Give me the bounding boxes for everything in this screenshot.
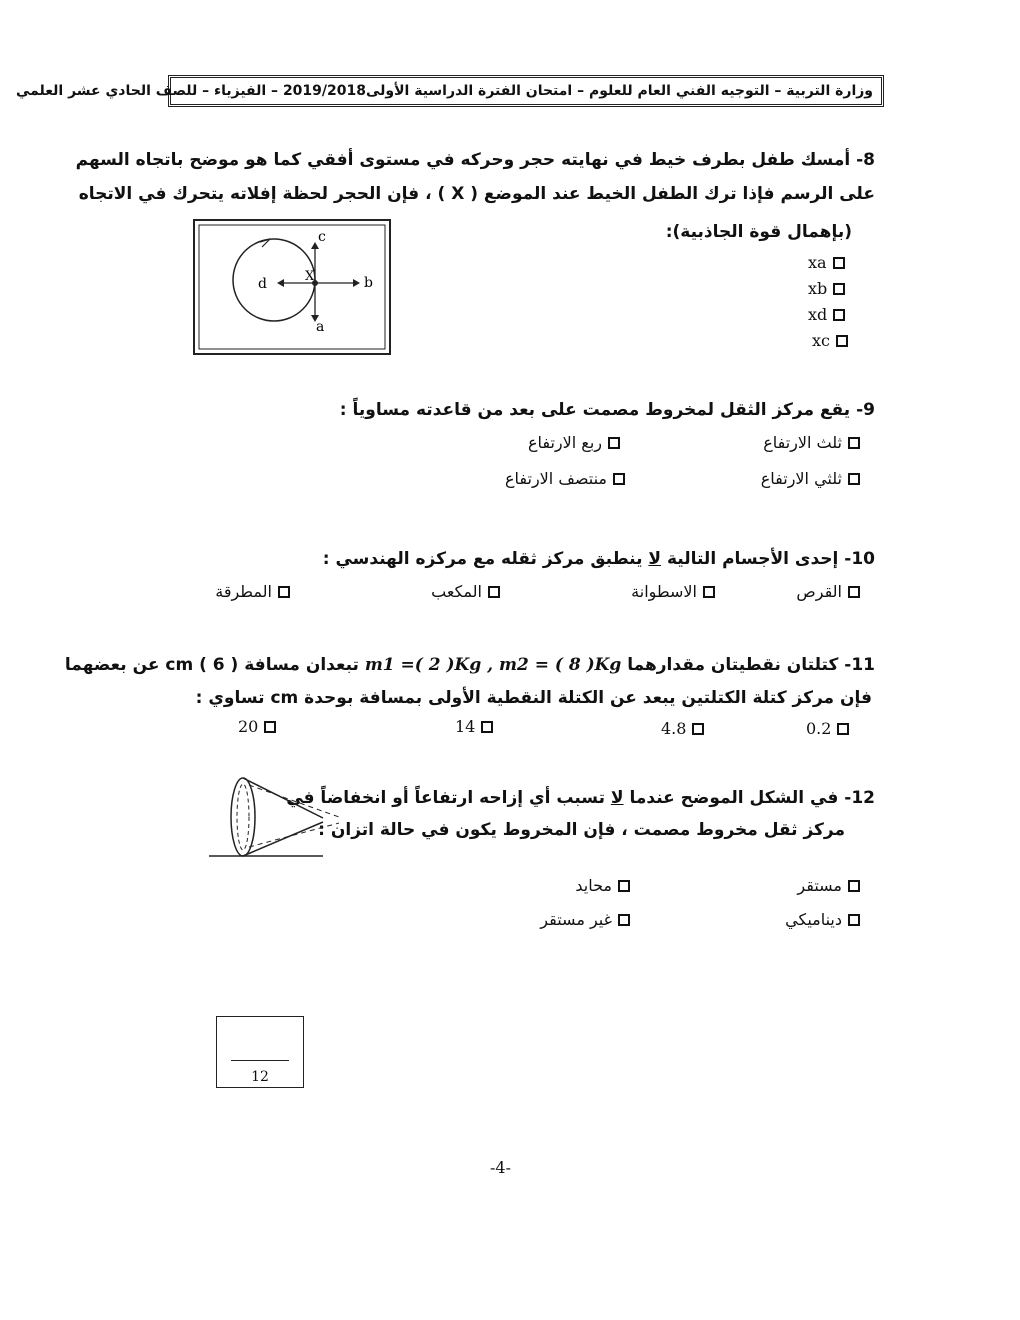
checkbox-icon[interactable] [481, 721, 493, 733]
q10-text [323, 549, 875, 569]
q8-option-xa[interactable] [808, 253, 845, 272]
q12-line2: مركز ثقل مخروط مصمت ، فإن المخروط يكون في حالة اتزان : [318, 820, 845, 840]
q11-line1 [65, 655, 875, 675]
q12-option-4[interactable] [540, 910, 630, 929]
checkbox-icon[interactable] [608, 437, 620, 449]
exam-header [15, 75, 884, 107]
q12-option-label: محايد [575, 876, 612, 895]
q11-option-2[interactable] [661, 719, 704, 738]
q10-text-underlined: لا [648, 549, 662, 569]
page-number: -4- [490, 1158, 511, 1177]
q12-option-2[interactable] [575, 876, 630, 895]
checkbox-icon[interactable] [848, 880, 860, 892]
header-text: وزارة التربية – التوجيه الفني العام للعلوم – امتحان الفترة الدراسية الأولى2019/2018 – الفيزياء – للصف الحادي عشر العلمي [15, 83, 873, 99]
arrow-d-icon [277, 279, 284, 287]
q8-option-xb[interactable] [808, 279, 845, 298]
q10-option-3[interactable] [431, 582, 500, 601]
checkbox-icon[interactable] [613, 473, 625, 485]
q8-line1: 8- أمسك طفل بطرف خيط في نهايته حجر وحركه في مستوى أفقي كما هو موضح باتجاه السهم [75, 150, 875, 170]
q9-option-label: ثلث الارتفاع [763, 433, 842, 452]
q11-option-4[interactable] [238, 717, 276, 736]
q10-option-2[interactable] [631, 582, 715, 601]
q11-option-label: 4.8 [661, 719, 687, 738]
checkbox-icon[interactable] [848, 586, 860, 598]
q12-option-3[interactable] [785, 910, 860, 929]
q8-option-label: xb [808, 279, 828, 298]
q9-option-label: ربع الارتفاع [527, 433, 602, 452]
q12-option-1[interactable] [797, 876, 860, 895]
q11-option-1[interactable] [806, 719, 849, 738]
displaced-side-bottom [249, 823, 339, 847]
q10-text-after: ينطبق مركز ثقله مع مركزه الهندسي : [322, 549, 649, 569]
cone-base-inner [237, 784, 249, 850]
checkbox-icon[interactable] [703, 586, 715, 598]
checkbox-icon[interactable] [618, 880, 630, 892]
label-c: c [318, 229, 326, 245]
q10-option-label: المكعب [431, 582, 482, 601]
score-total: 12 [251, 1069, 269, 1085]
checkbox-icon[interactable] [833, 257, 845, 269]
checkbox-icon[interactable] [833, 283, 845, 295]
q12-line1-before: 12- في الشكل الموضح عندما [623, 788, 875, 808]
q10-option-label: الاسطوانة [631, 582, 697, 601]
checkbox-icon[interactable] [278, 586, 290, 598]
cone-on-side-figure [205, 775, 345, 863]
label-x: X [305, 269, 315, 284]
checkbox-icon[interactable] [264, 721, 276, 733]
q9-option-2[interactable] [528, 433, 620, 452]
label-d: d [258, 276, 267, 292]
q11-option-label: 20 [238, 717, 259, 736]
q12-line1-underlined: لا [610, 788, 624, 808]
circular-path [233, 239, 315, 321]
arrow-b-icon [353, 279, 360, 287]
label-a: a [316, 319, 325, 335]
q9-option-1[interactable] [763, 433, 860, 452]
q8-option-label: xa [808, 253, 827, 272]
q8-option-label: xd [808, 305, 828, 324]
checkbox-icon[interactable] [836, 335, 848, 347]
q11-line1-suffix: تبعدان مسافة cm ( 6 ) عن بعضهما [64, 655, 359, 675]
q11-option-label: 0.2 [806, 719, 832, 738]
q8-option-xc[interactable] [812, 331, 848, 350]
checkbox-icon[interactable] [833, 309, 845, 321]
q10-option-4[interactable] [215, 582, 290, 601]
checkbox-icon[interactable] [837, 723, 849, 735]
score-box [216, 1016, 304, 1088]
q11-option-3[interactable] [455, 717, 493, 736]
q9-option-4[interactable] [505, 469, 625, 488]
checkbox-icon[interactable] [488, 586, 500, 598]
q9-option-label: منتصف الارتفاع [504, 469, 607, 488]
q10-option-label: القرص [796, 582, 842, 601]
q9-option-label: ثلثي الارتفاع [760, 469, 842, 488]
q9-option-3[interactable] [761, 469, 860, 488]
q11-line2: فإن مركز كتلة الكتلتين يبعد عن الكتلة النقطية الأولى بمسافة بوحدة cm تساوي : [195, 688, 872, 708]
score-line [231, 1060, 289, 1061]
checkbox-icon[interactable] [692, 723, 704, 735]
figure-outer-frame [194, 220, 390, 354]
q10-option-label: المطرقة [215, 582, 272, 601]
q9-text: 9- يقع مركز الثقل لمخروط مصمت على بعد من قاعدته مساوياً : [339, 400, 875, 420]
q8-line3: (بإهمال قوة الجاذبية): [665, 222, 852, 242]
q12-line1-after: تسبب أي إزاحه ارتفاعاً أو انخفاضاً في [286, 788, 611, 808]
circular-motion-figure [192, 218, 392, 356]
q8-line2: على الرسم فإذا ترك الطفل الخيط عند الموضع ( X ) ، فإن الحجر لحظة إفلاته يتحرك في الاتجاه [78, 184, 875, 204]
q12-line1 [286, 788, 875, 808]
q12-option-label: غير مستقر [540, 910, 612, 929]
checkbox-icon[interactable] [848, 473, 860, 485]
checkbox-icon[interactable] [848, 437, 860, 449]
checkbox-icon[interactable] [848, 914, 860, 926]
displaced-side-top [249, 785, 339, 817]
cone-base [231, 778, 255, 856]
checkbox-icon[interactable] [618, 914, 630, 926]
q12-option-label: ديناميكي [785, 910, 842, 929]
q10-option-1[interactable] [796, 582, 860, 601]
label-b: b [364, 275, 373, 291]
q11-line1-prefix: 11- كتلتان نقطيتان مقدارهما [627, 655, 875, 675]
q8-option-xd[interactable] [808, 305, 845, 324]
q10-text-before: 10- إحدى الأجسام التالية [661, 549, 875, 569]
q8-option-label: xc [812, 331, 830, 350]
q11-masses: m1 =( 2 )Kg , m2 = ( 8 )Kg [364, 655, 622, 675]
q12-option-label: مستقر [797, 876, 842, 895]
q11-option-label: 14 [455, 717, 476, 736]
